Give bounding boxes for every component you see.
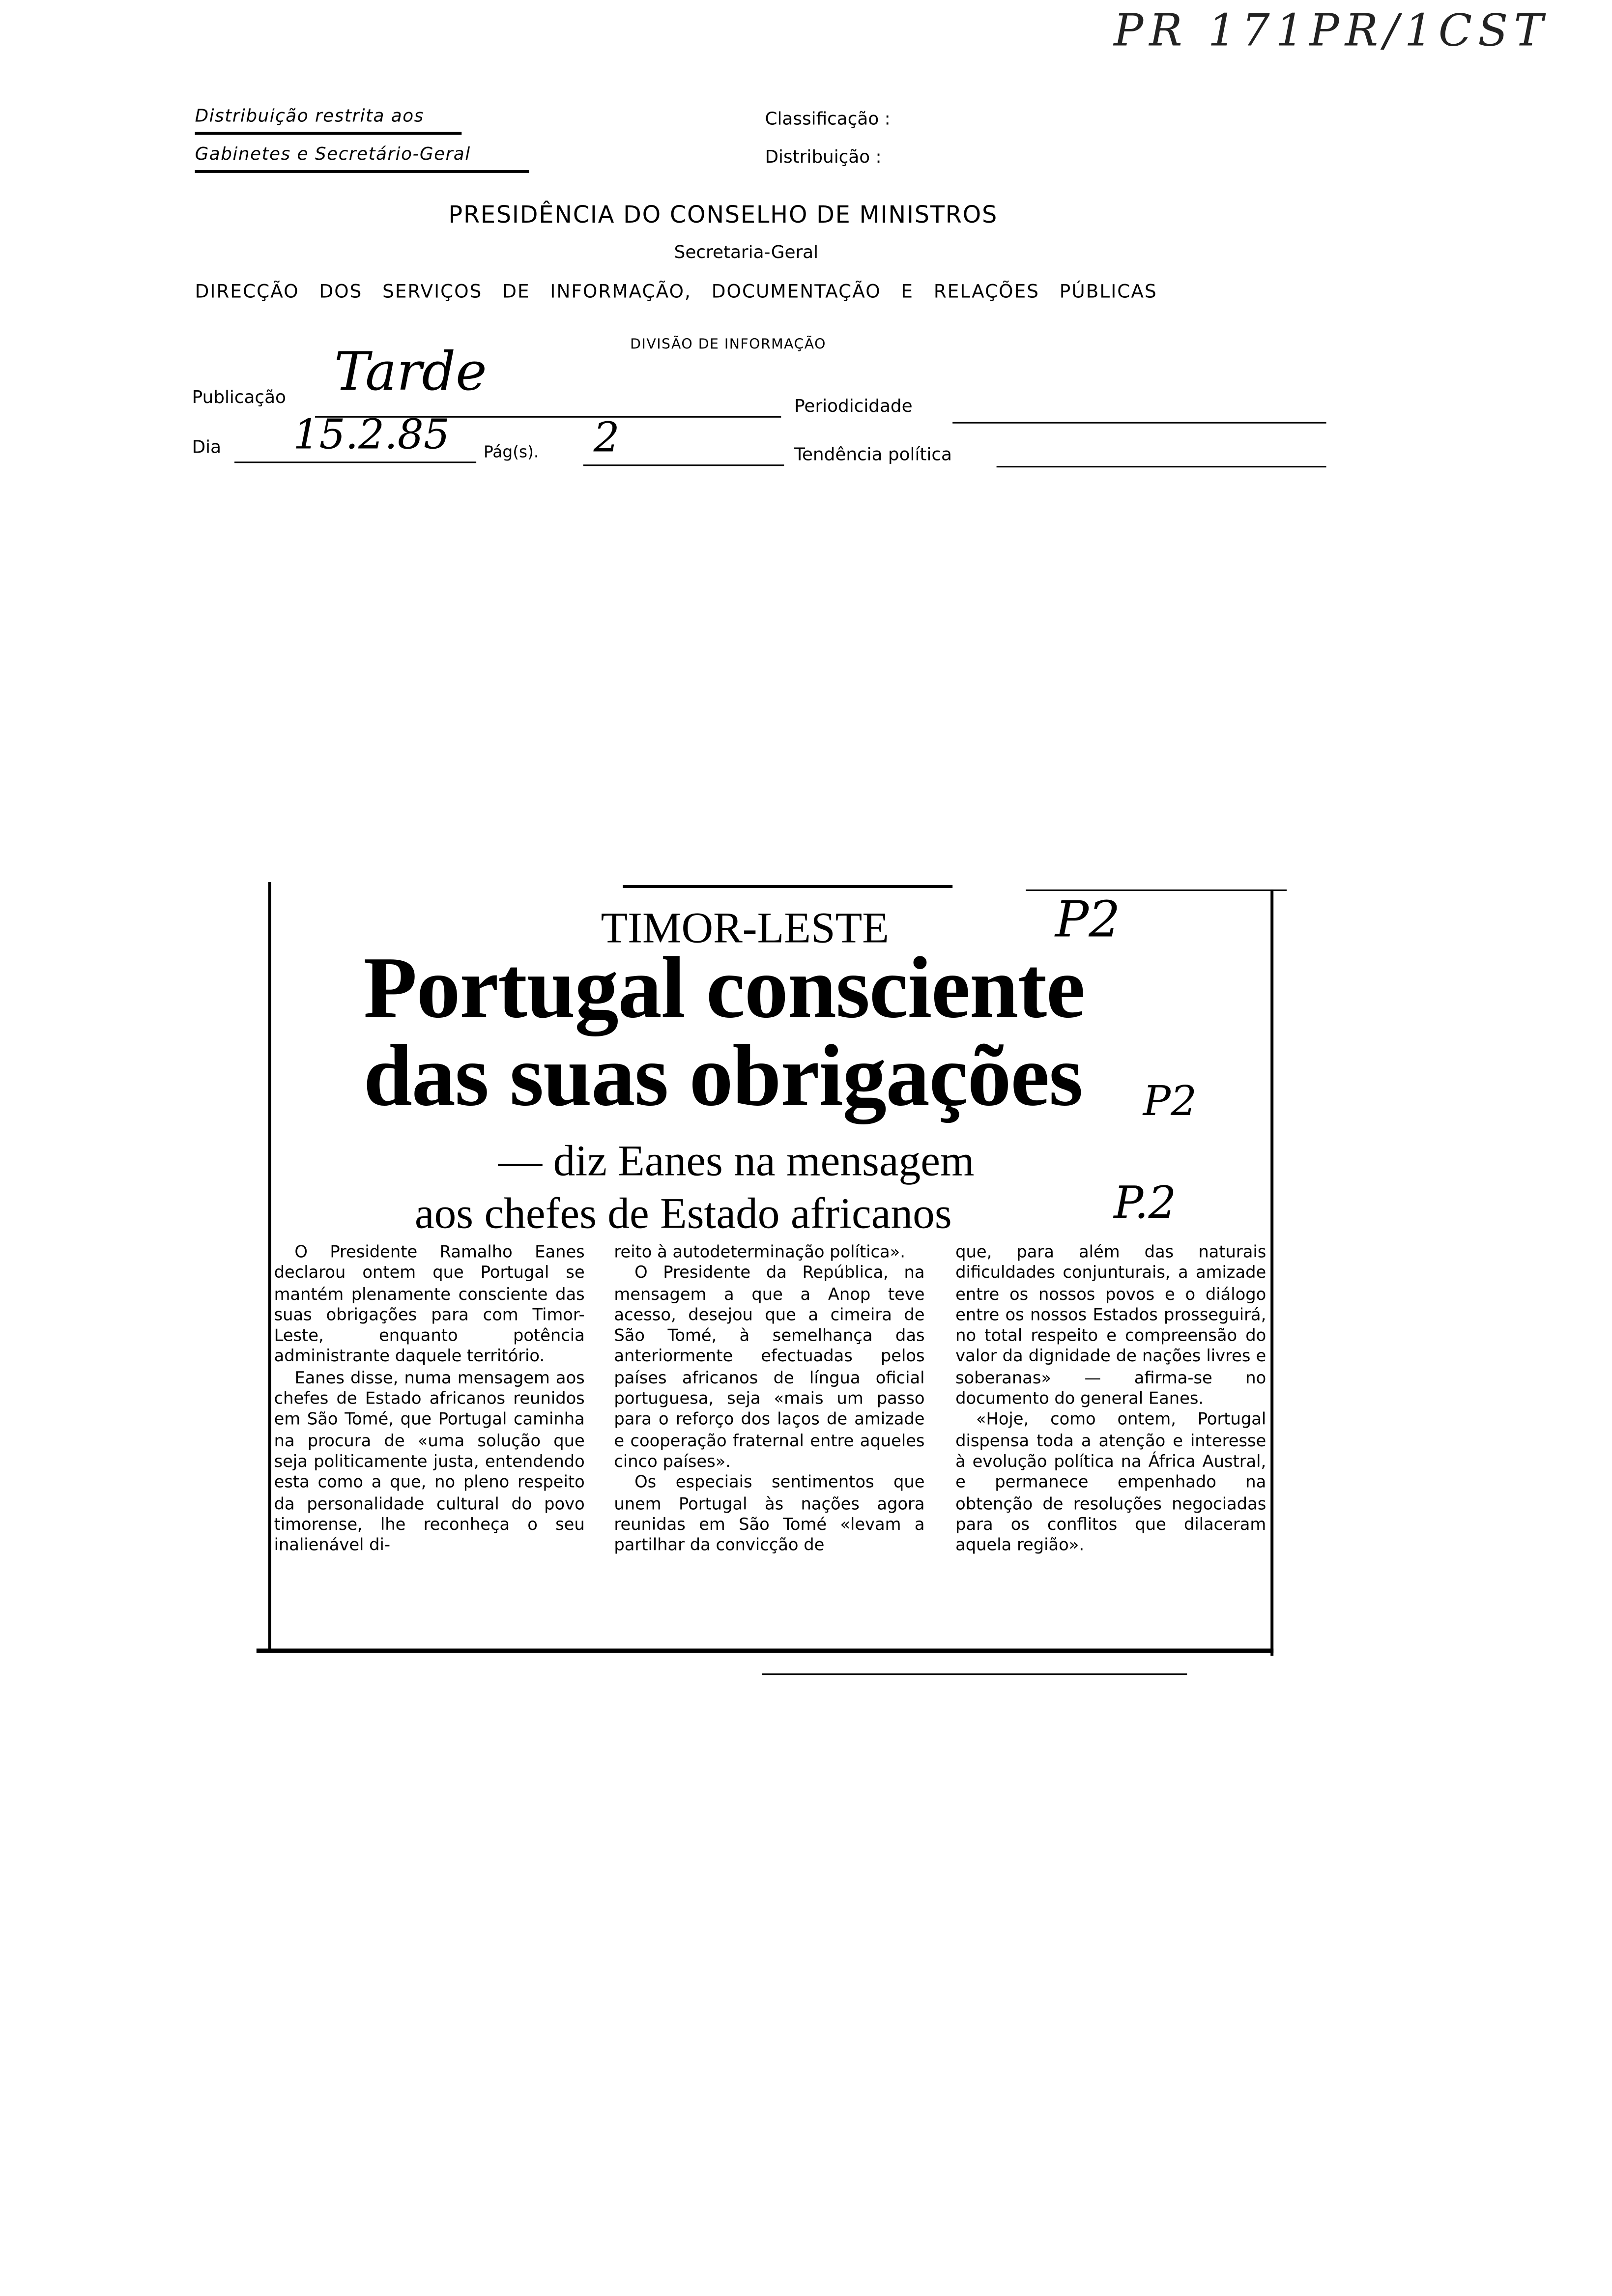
classification-label: Classificação : [765,108,891,129]
handwritten-mark: P.2 [1114,1178,1177,1230]
headline-line1: Portugal consciente [363,939,1085,1036]
headline-line2: das suas obrigações [363,1027,1083,1124]
paragraph: O Presidente da República, na mensagem a que a Anop teve acesso, desejou que a cimeira de São Tomé, à semelhança das anteriormente efectuadas pelos países africanos de língua oficial portuguesa, seja «mais um passo para o reforço dos laços de amizade e cooperação fraternal entre aqueles cinco países». [614,1263,925,1471]
handwritten-mark: P2 [1055,890,1121,950]
paragraph: Os especiais sentimentos que unem Portugal às nações agora reunidas em São Tomé «levam a partilhar da convicção de [614,1473,925,1555]
restricted-distribution-line1: Distribuição restrita aos [195,105,424,126]
restricted-distribution-line2: Gabinetes e Secretário-Geral [195,144,471,164]
paragraph: «Hoje, como ontem, Portugal dispensa toda a atenção e interesse à evolução política na África Austral, e permanece empenhado na obtenção de resoluções negociadas para os conflitos que dilaceram aquela região». [955,1410,1267,1555]
paragraph: reito à autodeterminação política». [614,1242,905,1262]
article-column-3 [955,1243,1266,1557]
directorate: DIRECÇÃO DOS SERVIÇOS DE INFORMAÇÃO, DOCUMENTAÇÃO E RELAÇÕES PÚBLICAS [195,280,1157,302]
clipping-border-right [1270,890,1273,1656]
paragraph: O Presidente Ramalho Eanes declarou ontem que Portugal se mantém plenamente consciente das suas obrigações para com Timor-Leste, enquanto potência administrante daquele território. [274,1242,585,1367]
distribution-label: Distribuição : [765,146,882,167]
paragraph: que, para além das naturais dificuldades conjunturais, a amizade entre os nossos povos e o diálogo entre os nossos Estados prosseguirá, no total respeito e compreensão do valor da dignidade de nações livres e soberanas» — afirma-se no documento do general Eanes. [955,1242,1267,1408]
article-column-1 [274,1243,585,1557]
paragraph: Eanes disse, numa mensagem aos chefes de Estado africanos reunidos em São Tomé, que Portugal caminha na procura de «uma solução que seja politicamente justa, entendendo esta como a que, no pleno respeito da personalidade cultural do povo timorense, lhe reconheça o seu inalienável di- [274,1368,585,1555]
subhead-line2: aos chefes de Estado africanos [414,1190,952,1238]
field-line [997,466,1326,467]
clipping-border-left [268,882,271,1651]
article-column-2 [614,1243,924,1557]
field-line [234,461,476,463]
pages-value: 2 [593,413,620,462]
handwritten-reference: PR 171PR/1CST [1114,5,1549,57]
publication-value: Tarde [334,343,487,403]
field-line [952,422,1326,424]
clipping-rule [762,1673,1187,1675]
handwritten-mark: P2 [1143,1077,1197,1126]
day-label: Dia [192,436,222,458]
institution-title: PRESIDÊNCIA DO CONSELHO DE MINISTROS [448,201,998,229]
subhead-line1: — diz Eanes na mensagem [498,1137,975,1186]
periodicity-label: Periodicidade [794,396,913,416]
underline [195,170,529,173]
publication-label: Publicação [192,387,286,407]
political-tendency-label: Tendência política [794,444,952,465]
underline [195,132,462,135]
division: DIVISÃO DE INFORMAÇÃO [630,337,826,353]
pages-label: Pág(s). [483,442,539,462]
clipping-border-bottom [257,1649,1273,1653]
field-line [583,464,784,466]
clipping-border-top [623,885,952,888]
day-value: 15.2.85 [293,410,450,459]
article-kicker: TIMOR-LESTE [601,904,889,953]
secretariat: Secretaria-Geral [674,241,819,262]
